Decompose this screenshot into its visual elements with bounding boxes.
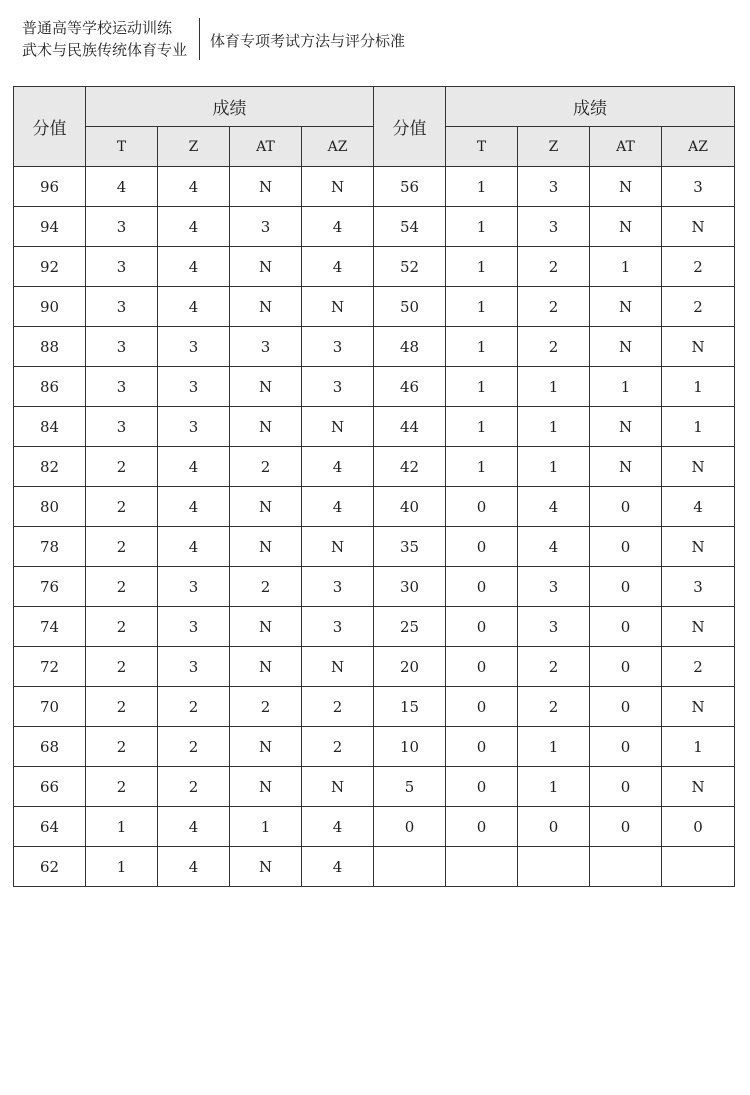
left-score-cell: 82 xyxy=(14,447,86,487)
left-score-cell: 74 xyxy=(14,607,86,647)
right-score-cell: 15 xyxy=(374,687,446,727)
header-line-2: 武术与民族传统体育专业 xyxy=(22,41,188,59)
left-at-cell: N xyxy=(230,847,302,887)
left-z-cell: 4 xyxy=(158,287,230,327)
header-program xyxy=(22,18,195,60)
table-row xyxy=(14,727,735,767)
right-at-cell: N xyxy=(590,407,662,447)
left-score-cell: 94 xyxy=(14,207,86,247)
right-t-cell xyxy=(446,847,518,887)
header-subtitle-text: 体育专项考试方法与评分标准 xyxy=(210,31,406,50)
right-z-cell: 4 xyxy=(518,487,590,527)
right-z-cell: 1 xyxy=(518,367,590,407)
right-az-cell: 3 xyxy=(662,567,735,607)
left-az-cell: 4 xyxy=(302,207,374,247)
left-at-cell: N xyxy=(230,607,302,647)
right-at-cell: 0 xyxy=(590,567,662,607)
right-z-cell: 2 xyxy=(518,287,590,327)
left-at-cell: N xyxy=(230,247,302,287)
right-t-cell: 1 xyxy=(446,167,518,207)
right-t-cell: 1 xyxy=(446,407,518,447)
left-t-cell: 3 xyxy=(86,287,158,327)
table-row xyxy=(14,847,735,887)
left-t-cell: 2 xyxy=(86,727,158,767)
right-z-cell: 1 xyxy=(518,407,590,447)
right-t-cell: 1 xyxy=(446,287,518,327)
left-t-cell: 2 xyxy=(86,767,158,807)
left-az-cell: 4 xyxy=(302,247,374,287)
right-t-cell: 0 xyxy=(446,687,518,727)
right-at-cell xyxy=(590,847,662,887)
table-row xyxy=(14,407,735,447)
table-row xyxy=(14,607,735,647)
right-t-cell: 0 xyxy=(446,487,518,527)
right-az-cell: N xyxy=(662,607,735,647)
right-az-cell: 2 xyxy=(662,647,735,687)
column-header-at: AT xyxy=(230,127,302,167)
left-z-cell: 4 xyxy=(158,447,230,487)
right-at-cell: 0 xyxy=(590,767,662,807)
page-header xyxy=(22,18,405,60)
column-header-z: Z xyxy=(518,127,590,167)
right-t-cell: 0 xyxy=(446,527,518,567)
right-at-cell: 0 xyxy=(590,727,662,767)
table-row xyxy=(14,767,735,807)
right-score-cell: 40 xyxy=(374,487,446,527)
left-z-cell: 4 xyxy=(158,487,230,527)
left-az-cell: 3 xyxy=(302,327,374,367)
right-t-cell: 0 xyxy=(446,727,518,767)
right-at-cell: N xyxy=(590,447,662,487)
right-score-cell: 25 xyxy=(374,607,446,647)
table-body xyxy=(14,167,735,887)
left-score-cell: 90 xyxy=(14,287,86,327)
left-at-cell: 2 xyxy=(230,687,302,727)
right-score-cell: 20 xyxy=(374,647,446,687)
left-score-cell: 62 xyxy=(14,847,86,887)
right-score-cell: 48 xyxy=(374,327,446,367)
left-t-cell: 2 xyxy=(86,447,158,487)
left-az-cell: N xyxy=(302,527,374,567)
left-at-cell: N xyxy=(230,287,302,327)
right-az-cell: 3 xyxy=(662,167,735,207)
result-header-right: 成绩 xyxy=(446,87,735,127)
right-t-cell: 0 xyxy=(446,767,518,807)
right-t-cell: 1 xyxy=(446,207,518,247)
left-az-cell: N xyxy=(302,407,374,447)
left-at-cell: 2 xyxy=(230,447,302,487)
right-az-cell xyxy=(662,847,735,887)
right-score-cell: 56 xyxy=(374,167,446,207)
right-at-cell: 1 xyxy=(590,367,662,407)
right-t-cell: 0 xyxy=(446,647,518,687)
left-t-cell: 2 xyxy=(86,487,158,527)
right-az-cell: 1 xyxy=(662,727,735,767)
left-az-cell: 3 xyxy=(302,607,374,647)
left-az-cell: N xyxy=(302,647,374,687)
right-score-cell xyxy=(374,847,446,887)
left-z-cell: 4 xyxy=(158,807,230,847)
right-t-cell: 1 xyxy=(446,367,518,407)
left-at-cell: 3 xyxy=(230,207,302,247)
left-at-cell: N xyxy=(230,167,302,207)
right-t-cell: 0 xyxy=(446,567,518,607)
table-row xyxy=(14,447,735,487)
table-row xyxy=(14,327,735,367)
left-t-cell: 2 xyxy=(86,607,158,647)
left-score-cell: 84 xyxy=(14,407,86,447)
left-az-cell: N xyxy=(302,287,374,327)
right-at-cell: N xyxy=(590,207,662,247)
column-header-az: AZ xyxy=(662,127,735,167)
right-t-cell: 1 xyxy=(446,447,518,487)
right-z-cell: 2 xyxy=(518,247,590,287)
left-at-cell: 3 xyxy=(230,327,302,367)
left-t-cell: 2 xyxy=(86,647,158,687)
left-z-cell: 3 xyxy=(158,367,230,407)
left-t-cell: 3 xyxy=(86,367,158,407)
left-at-cell: N xyxy=(230,527,302,567)
left-z-cell: 3 xyxy=(158,647,230,687)
table-row xyxy=(14,167,735,207)
right-at-cell: N xyxy=(590,287,662,327)
right-score-cell: 44 xyxy=(374,407,446,447)
left-score-cell: 88 xyxy=(14,327,86,367)
right-t-cell: 1 xyxy=(446,247,518,287)
left-at-cell: N xyxy=(230,407,302,447)
left-az-cell: 4 xyxy=(302,487,374,527)
right-az-cell: N xyxy=(662,447,735,487)
result-header-left: 成绩 xyxy=(86,87,374,127)
left-t-cell: 2 xyxy=(86,687,158,727)
right-z-cell: 0 xyxy=(518,807,590,847)
left-az-cell: 2 xyxy=(302,727,374,767)
left-score-cell: 64 xyxy=(14,807,86,847)
left-score-cell: 92 xyxy=(14,247,86,287)
right-z-cell: 3 xyxy=(518,167,590,207)
left-at-cell: N xyxy=(230,647,302,687)
header-subtitle xyxy=(210,18,405,60)
left-z-cell: 4 xyxy=(158,247,230,287)
left-z-cell: 2 xyxy=(158,767,230,807)
left-z-cell: 4 xyxy=(158,847,230,887)
right-z-cell: 1 xyxy=(518,767,590,807)
left-score-cell: 70 xyxy=(14,687,86,727)
left-az-cell: N xyxy=(302,167,374,207)
right-az-cell: N xyxy=(662,207,735,247)
left-score-cell: 96 xyxy=(14,167,86,207)
right-at-cell: 0 xyxy=(590,527,662,567)
right-at-cell: 0 xyxy=(590,607,662,647)
right-score-cell: 10 xyxy=(374,727,446,767)
left-az-cell: 2 xyxy=(302,687,374,727)
table-row xyxy=(14,567,735,607)
right-score-cell: 30 xyxy=(374,567,446,607)
left-az-cell: 4 xyxy=(302,847,374,887)
header-line-1: 普通高等学校运动训练 xyxy=(22,19,173,37)
right-at-cell: 0 xyxy=(590,487,662,527)
right-az-cell: 0 xyxy=(662,807,735,847)
left-az-cell: 3 xyxy=(302,567,374,607)
left-z-cell: 2 xyxy=(158,727,230,767)
right-t-cell: 1 xyxy=(446,327,518,367)
left-t-cell: 1 xyxy=(86,807,158,847)
right-at-cell: 0 xyxy=(590,687,662,727)
right-t-cell: 0 xyxy=(446,607,518,647)
left-t-cell: 3 xyxy=(86,247,158,287)
table-row xyxy=(14,807,735,847)
table-row xyxy=(14,487,735,527)
table-row xyxy=(14,647,735,687)
left-t-cell: 3 xyxy=(86,207,158,247)
left-score-cell: 76 xyxy=(14,567,86,607)
left-az-cell: 3 xyxy=(302,367,374,407)
right-az-cell: N xyxy=(662,327,735,367)
left-at-cell: 1 xyxy=(230,807,302,847)
left-t-cell: 2 xyxy=(86,567,158,607)
left-score-cell: 78 xyxy=(14,527,86,567)
right-z-cell: 2 xyxy=(518,687,590,727)
column-header-z: Z xyxy=(158,127,230,167)
left-score-cell: 86 xyxy=(14,367,86,407)
right-score-cell: 54 xyxy=(374,207,446,247)
left-t-cell: 4 xyxy=(86,167,158,207)
right-at-cell: 0 xyxy=(590,647,662,687)
column-header-az: AZ xyxy=(302,127,374,167)
left-at-cell: N xyxy=(230,727,302,767)
left-z-cell: 3 xyxy=(158,327,230,367)
right-score-cell: 46 xyxy=(374,367,446,407)
table-row xyxy=(14,247,735,287)
left-z-cell: 4 xyxy=(158,527,230,567)
right-z-cell: 1 xyxy=(518,727,590,767)
right-at-cell: N xyxy=(590,327,662,367)
table-row xyxy=(14,687,735,727)
right-az-cell: 4 xyxy=(662,487,735,527)
right-z-cell: 2 xyxy=(518,327,590,367)
header-row-1 xyxy=(14,87,735,127)
right-z-cell: 2 xyxy=(518,647,590,687)
right-score-cell: 5 xyxy=(374,767,446,807)
right-az-cell: N xyxy=(662,687,735,727)
right-score-cell: 35 xyxy=(374,527,446,567)
left-at-cell: 2 xyxy=(230,567,302,607)
right-z-cell: 3 xyxy=(518,207,590,247)
right-at-cell: 0 xyxy=(590,807,662,847)
left-z-cell: 4 xyxy=(158,207,230,247)
right-az-cell: 1 xyxy=(662,407,735,447)
right-z-cell: 3 xyxy=(518,607,590,647)
left-z-cell: 3 xyxy=(158,607,230,647)
left-at-cell: N xyxy=(230,767,302,807)
left-score-cell: 72 xyxy=(14,647,86,687)
table-row xyxy=(14,367,735,407)
left-az-cell: 4 xyxy=(302,447,374,487)
left-z-cell: 2 xyxy=(158,687,230,727)
right-z-cell: 4 xyxy=(518,527,590,567)
table-row xyxy=(14,527,735,567)
left-az-cell: N xyxy=(302,767,374,807)
left-t-cell: 3 xyxy=(86,327,158,367)
left-t-cell: 2 xyxy=(86,527,158,567)
right-z-cell xyxy=(518,847,590,887)
right-z-cell: 3 xyxy=(518,567,590,607)
right-score-cell: 0 xyxy=(374,807,446,847)
column-header-t: T xyxy=(446,127,518,167)
right-at-cell: N xyxy=(590,167,662,207)
right-az-cell: N xyxy=(662,767,735,807)
right-az-cell: 2 xyxy=(662,247,735,287)
left-score-cell: 80 xyxy=(14,487,86,527)
right-score-cell: 52 xyxy=(374,247,446,287)
left-az-cell: 4 xyxy=(302,807,374,847)
right-z-cell: 1 xyxy=(518,447,590,487)
left-z-cell: 3 xyxy=(158,567,230,607)
table-row xyxy=(14,287,735,327)
left-t-cell: 1 xyxy=(86,847,158,887)
score-header-right: 分值 xyxy=(374,87,446,167)
score-header-left: 分值 xyxy=(14,87,86,167)
right-az-cell: 1 xyxy=(662,367,735,407)
score-table xyxy=(13,86,735,887)
left-z-cell: 3 xyxy=(158,407,230,447)
table-row xyxy=(14,207,735,247)
left-z-cell: 4 xyxy=(158,167,230,207)
left-t-cell: 3 xyxy=(86,407,158,447)
right-at-cell: 1 xyxy=(590,247,662,287)
left-at-cell: N xyxy=(230,367,302,407)
right-t-cell: 0 xyxy=(446,807,518,847)
right-az-cell: N xyxy=(662,527,735,567)
column-header-t: T xyxy=(86,127,158,167)
column-header-at: AT xyxy=(590,127,662,167)
left-at-cell: N xyxy=(230,487,302,527)
right-score-cell: 50 xyxy=(374,287,446,327)
right-score-cell: 42 xyxy=(374,447,446,487)
left-score-cell: 66 xyxy=(14,767,86,807)
right-az-cell: 2 xyxy=(662,287,735,327)
left-score-cell: 68 xyxy=(14,727,86,767)
header-divider xyxy=(199,18,200,60)
